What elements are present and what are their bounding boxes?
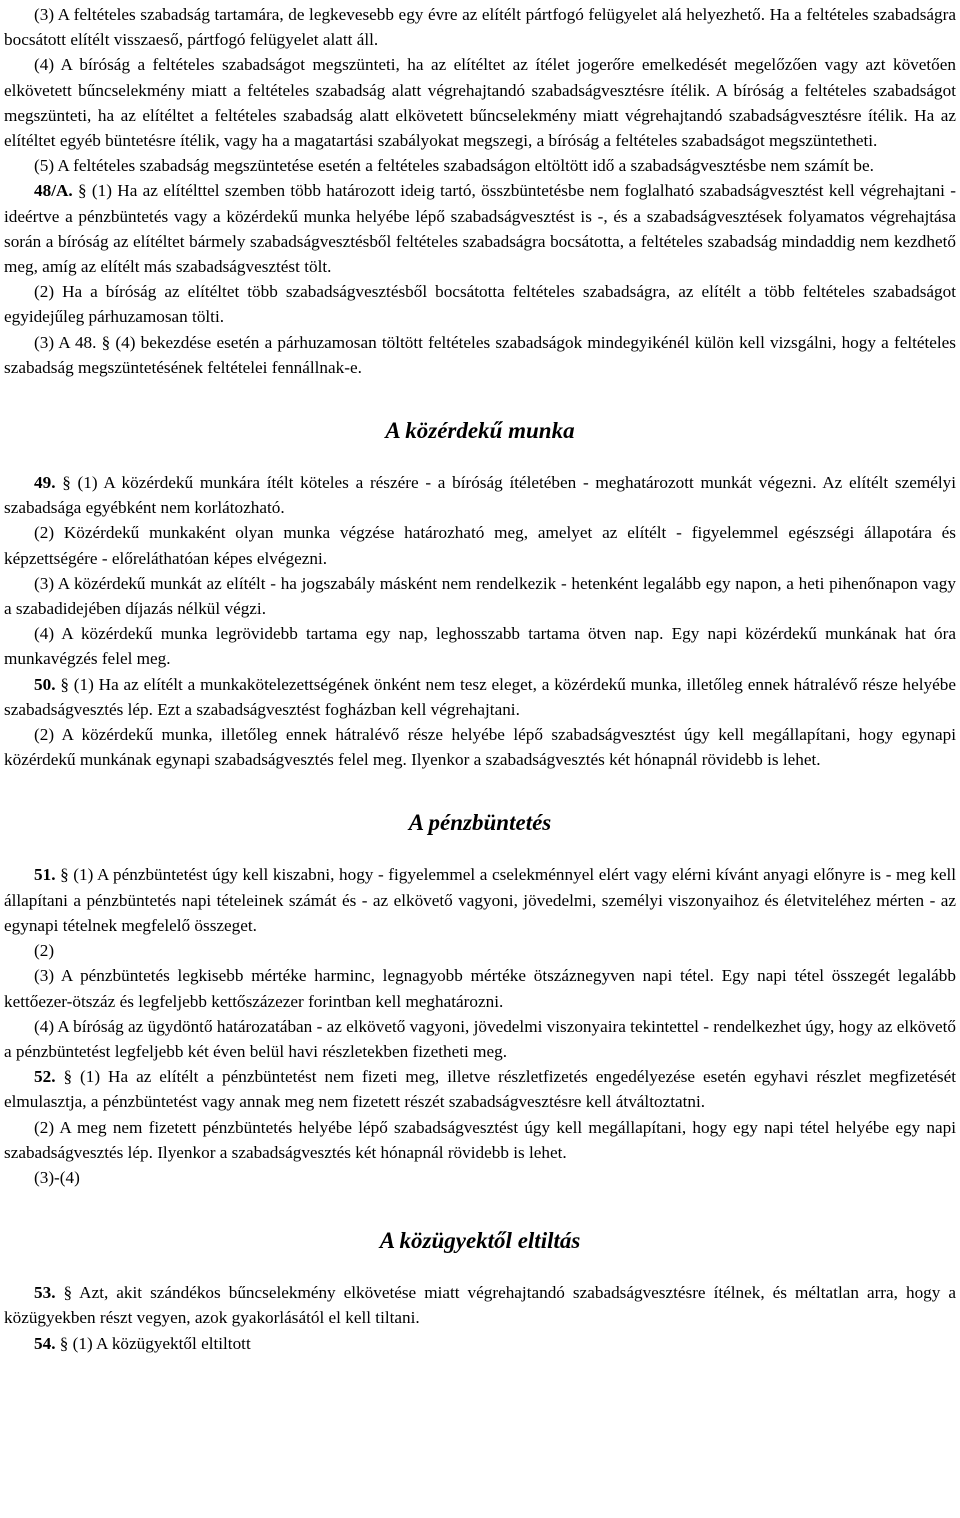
paragraph: (4) A bíróság az ügydöntő határozatában - az elkövető vagyoni, jövedelmi viszonyaira tekintettel - rendelkezhet úgy, hogy az elkövető a pénzbüntetést legfeljebb két éven belül havi részletekben fizetheti meg. xyxy=(4,1016,956,1061)
paragraph: (2) Ha a bíróság az elítéltet több szabadságvesztésből bocsátotta feltételes szabadságra, az elítélt a több feltételes szabadságot egyidejűleg párhuzamosan tölti. xyxy=(4,282,956,327)
paragraph: (4) A közérdekű munka legrövidebb tartama egy nap, leghosszabb tartama ötven nap. Egy napi közérdekű munkának hat óra munkavégzés felel meg. xyxy=(4,624,956,669)
section-50 xyxy=(4,672,956,722)
paragraph: (2) A meg nem fizetett pénzbüntetés helyébe lépő szabadságvesztést úgy kell megállapítani, hogy egy napi tétel helyébe egy napi szabadságvesztés lép. Ilyenkor a szabadságvesztés két hónapnál rövidebb is lehet. xyxy=(4,1117,956,1162)
section-heading: A pénzbüntetés xyxy=(408,810,552,836)
section-54 xyxy=(4,1331,956,1356)
section-text: § (1) A közérdekű munkára ítélt köteles a részére - a bíróság ítéletében - meghatározott munkát végezni. Az elítélt személyi szabadsága egyébként nem korlátozható. xyxy=(4,473,956,518)
paragraph: (4) A bíróság a feltételes szabadságot megszünteti, ha az elítéltet az ítélet jogerőre emelkedését megelőzően vagy azt követően elkövetett bűncselekmény miatt a feltételes szabadság alatt végrehajtandó szabadságvesztésre ítélik. A bíróság a feltételes szabadságot megszünteti, ha az elítéltet a feltételes szabadság alatt elkövetett bűncselekmény miatt végrehajtandó szabadságvesztésre ítélik. Ha az elítéltet egyéb büntetésre ítélik, vagy ha a magatartási szabályokat megszegi, a bíróság a feltételes szabadságot megszüntetheti. xyxy=(4,55,956,151)
section-49 xyxy=(4,470,956,520)
section-number: 48/A. xyxy=(34,181,73,201)
section-heading: A közérdekű munka xyxy=(385,418,575,444)
section-number: 49. xyxy=(34,473,56,493)
paragraph: (2) xyxy=(34,941,55,961)
section-text: § (1) A pénzbüntetést úgy kell kiszabni, hogy - figyelemmel a cselekménnyel elért vagy elérni kívánt anyagi előnyre is - meg kell állapítani a pénzbüntetés napi tételeinek számát és - az elkövető vagyoni, jövedelmi, személyi viszonyaihoz és életviteléhez mérten - az egynapi tételnek megfelelő összeget. xyxy=(4,865,956,935)
section-text: § (1) Ha az elítélttel szemben több határozott ideig tartó, összbüntetésbe nem foglalható szabadságvesztést kell végrehajtani - ideértve a pénzbüntetés vagy a közérdekű munka helyébe lépő szabadságvesztést is -, és a szabadságvesztések folyamatos végrehajtása során a bíróság az elítéltet bármely szabadságvesztésből feltételes szabadságra bocsátotta, a feltételes szabadság mindaddig nem kezdhető meg, amíg az elítélt más szabadságvesztést tölt. xyxy=(4,181,956,277)
paragraph: (2) Közérdekű munkaként olyan munka végzése határozható meg, amelyet az elítélt - figyelemmel egészségi állapotára és képzettségére - előreláthatóan képes elvégezni. xyxy=(4,523,956,568)
section-53 xyxy=(4,1280,956,1330)
document-page xyxy=(4,2,956,1356)
section-text: § Azt, akit szándékos bűncselekmény elkövetése miatt végrehajtandó szabadságvesztésre ítélnek, és méltatlan arra, hogy a közügyekben részt vegyen, azok gyakorlásától el kell tiltani. xyxy=(4,1283,956,1328)
section-text: § (1) Ha az elítélt a pénzbüntetést nem fizeti meg, illetve részletfizetés engedélyezése esetén egyhavi részlet megfizetését elmulasztja, a pénzbüntetést vagy annak meg nem fizetett részét szabadságvesztésre kell átváltoztatni. xyxy=(4,1067,956,1112)
paragraph: (3) A 48. § (4) bekezdése esetén a párhuzamosan töltött feltételes szabadságok mindegyikénél külön kell vizsgálni, hogy a feltételes szabadság megszüntetésének feltételei fennállnak-e. xyxy=(4,332,956,377)
section-52 xyxy=(4,1064,956,1114)
section-number: 50. xyxy=(34,674,56,694)
section-text: § (1) A közügyektől eltiltott xyxy=(55,1333,251,1353)
section-51 xyxy=(4,862,956,938)
section-heading: A közügyektől eltiltás xyxy=(379,1228,581,1254)
section-number: 52. xyxy=(34,1067,56,1087)
section-number: 53. xyxy=(34,1283,56,1303)
paragraph: (2) A közérdekű munka, illetőleg ennek hátralévő része helyébe lépő szabadságvesztést úgy kell megállapítani, hogy egynapi közérdekű munkának egynapi szabadságvesztés felel meg. Ilyenkor a szabadságvesztés két hónapnál rövidebb is lehet. xyxy=(4,725,956,770)
section-number: 54. xyxy=(34,1333,56,1353)
section-48a xyxy=(4,178,956,279)
paragraph: (3) A feltételes szabadság tartamára, de legkevesebb egy évre az elítélt pártfogó felügyelet alá helyezhető. Ha a feltételes szabadságra bocsátott elítélt visszaeső, pártfogó felügyelet alatt áll. xyxy=(4,5,956,50)
paragraph: (3) A pénzbüntetés legkisebb mértéke harminc, legnagyobb mértéke ötszáznegyven napi tétel. Egy napi tétel összegét legalább kettőezer-ötszáz és legfeljebb kettőszázezer forintban kell meghatározni. xyxy=(4,966,956,1011)
paragraph: (5) A feltételes szabadság megszüntetése esetén a feltételes szabadságon eltöltött idő a szabadságvesztésbe nem számít be. xyxy=(34,156,874,176)
section-number: 51. xyxy=(34,865,56,885)
paragraph: (3) A közérdekű munkát az elítélt - ha jogszabály másként nem rendelkezik - hetenként legalább egy napon, a heti pihenőnapon vagy a szabadidejében díjazás nélkül végzi. xyxy=(4,573,956,619)
paragraph: (3)-(4) xyxy=(34,1167,80,1187)
section-text: § (1) Ha az elítélt a munkakötelezettségének önként nem tesz eleget, a közérdekű munka, illetőleg ennek hátralévő része helyébe szabadságvesztés lép. Ezt a szabadságvesztést fogházban kell végrehajtani. xyxy=(4,674,956,719)
